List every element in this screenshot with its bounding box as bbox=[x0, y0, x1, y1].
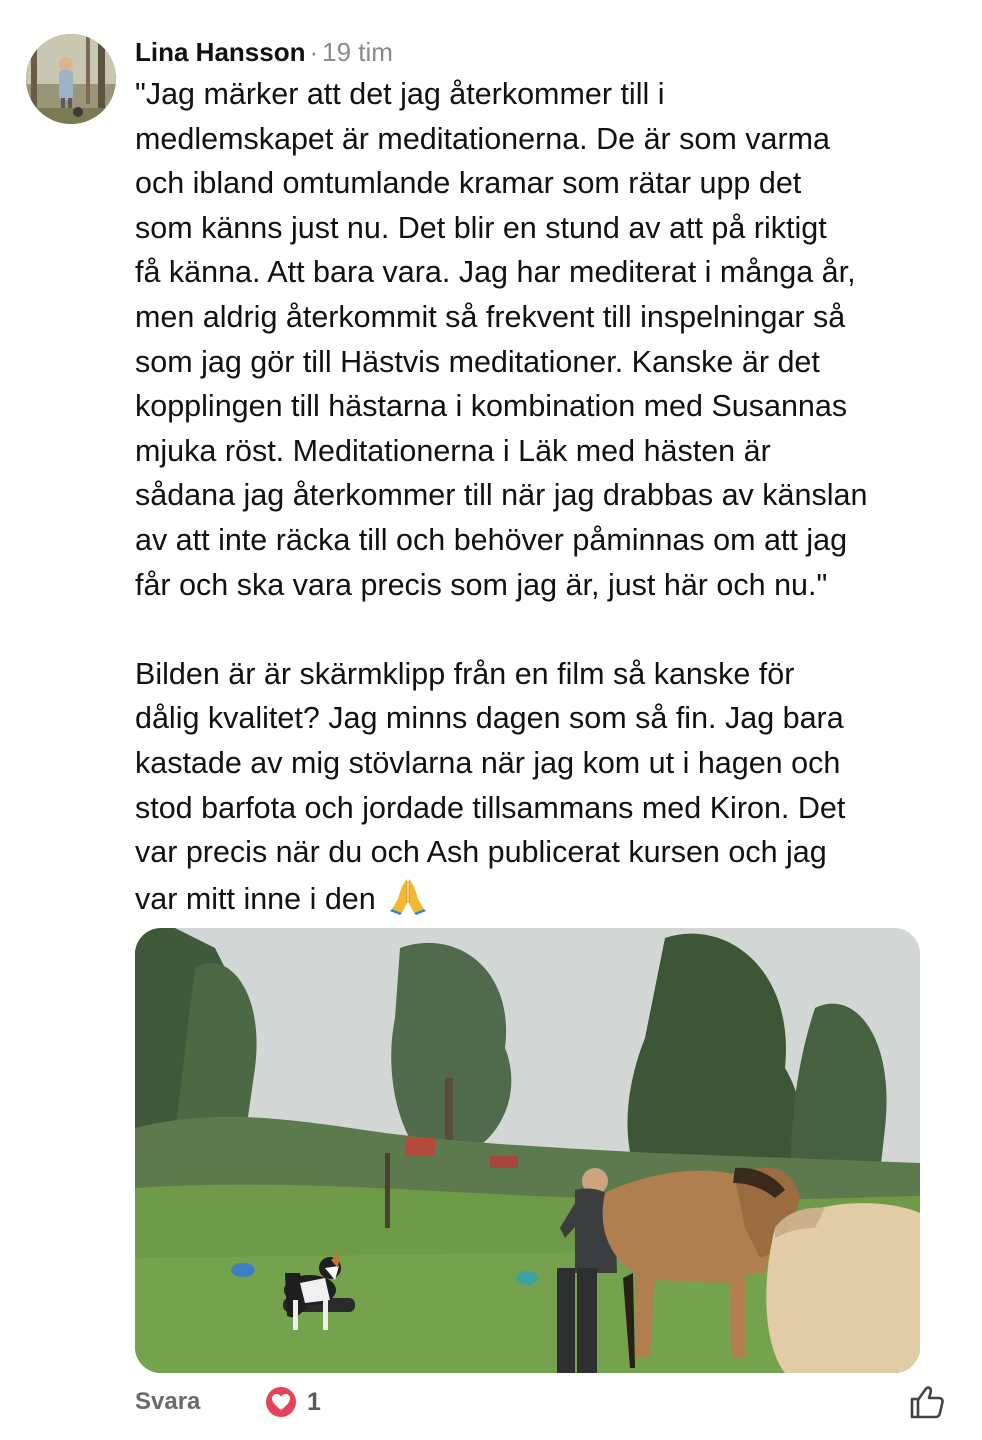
avatar-photo bbox=[26, 34, 116, 124]
comment-footer bbox=[135, 1378, 955, 1428]
timestamp[interactable]: 19 tim bbox=[322, 37, 393, 67]
avatar[interactable] bbox=[26, 34, 116, 124]
comment-paragraph-quote: "Jag märker att det jag återkommer till i medlemskapet är meditationerna. De är som varma och ibland omtumlande kramar som rätar upp det som känns just nu. Det blir en stund av att på riktigt få känna. Att bara vara. Jag har mediterat i många år, men aldrig återkommit så frekvent till inspelningar så som jag gör till Hästvis meditationer. Kanske är det kopplingen till hästarna i kombination med Susannas mjuka röst. Meditationerna i Läk med hästen är sådana jag återkommer till när jag drabbas av känslan av att inte räcka till och behöver påminnas om att jag får och ska vara precis som jag är, just här och nu." bbox=[135, 77, 868, 602]
comment-paragraph-story-text: Bilden är är skärmklipp från en film så kanske för dålig kvalitet? Jag minns dagen som så fin. Jag bara kastade av mig stövlarna när jag kom ut i hagen och stod barfota och jordade tillsammans med Kiron. Det var precis när du och Ash publicerat kursen och jag var mitt inne i den bbox=[135, 656, 846, 916]
reaction-summary[interactable] bbox=[263, 1382, 321, 1422]
reaction-count: 1 bbox=[307, 1387, 321, 1416]
comment-header bbox=[135, 32, 393, 72]
reply-button[interactable]: Svara bbox=[135, 1388, 201, 1415]
pray-icon bbox=[388, 875, 428, 915]
meta-separator: · bbox=[309, 37, 319, 67]
author-name[interactable]: Lina Hansson bbox=[135, 37, 306, 67]
thumbs-up-icon[interactable] bbox=[907, 1382, 947, 1422]
photo-horses-field bbox=[135, 928, 920, 1373]
comment-body bbox=[135, 72, 965, 921]
comment-photo[interactable] bbox=[135, 928, 920, 1373]
comment-paragraph-story bbox=[135, 652, 965, 922]
heart-icon bbox=[263, 1384, 299, 1420]
